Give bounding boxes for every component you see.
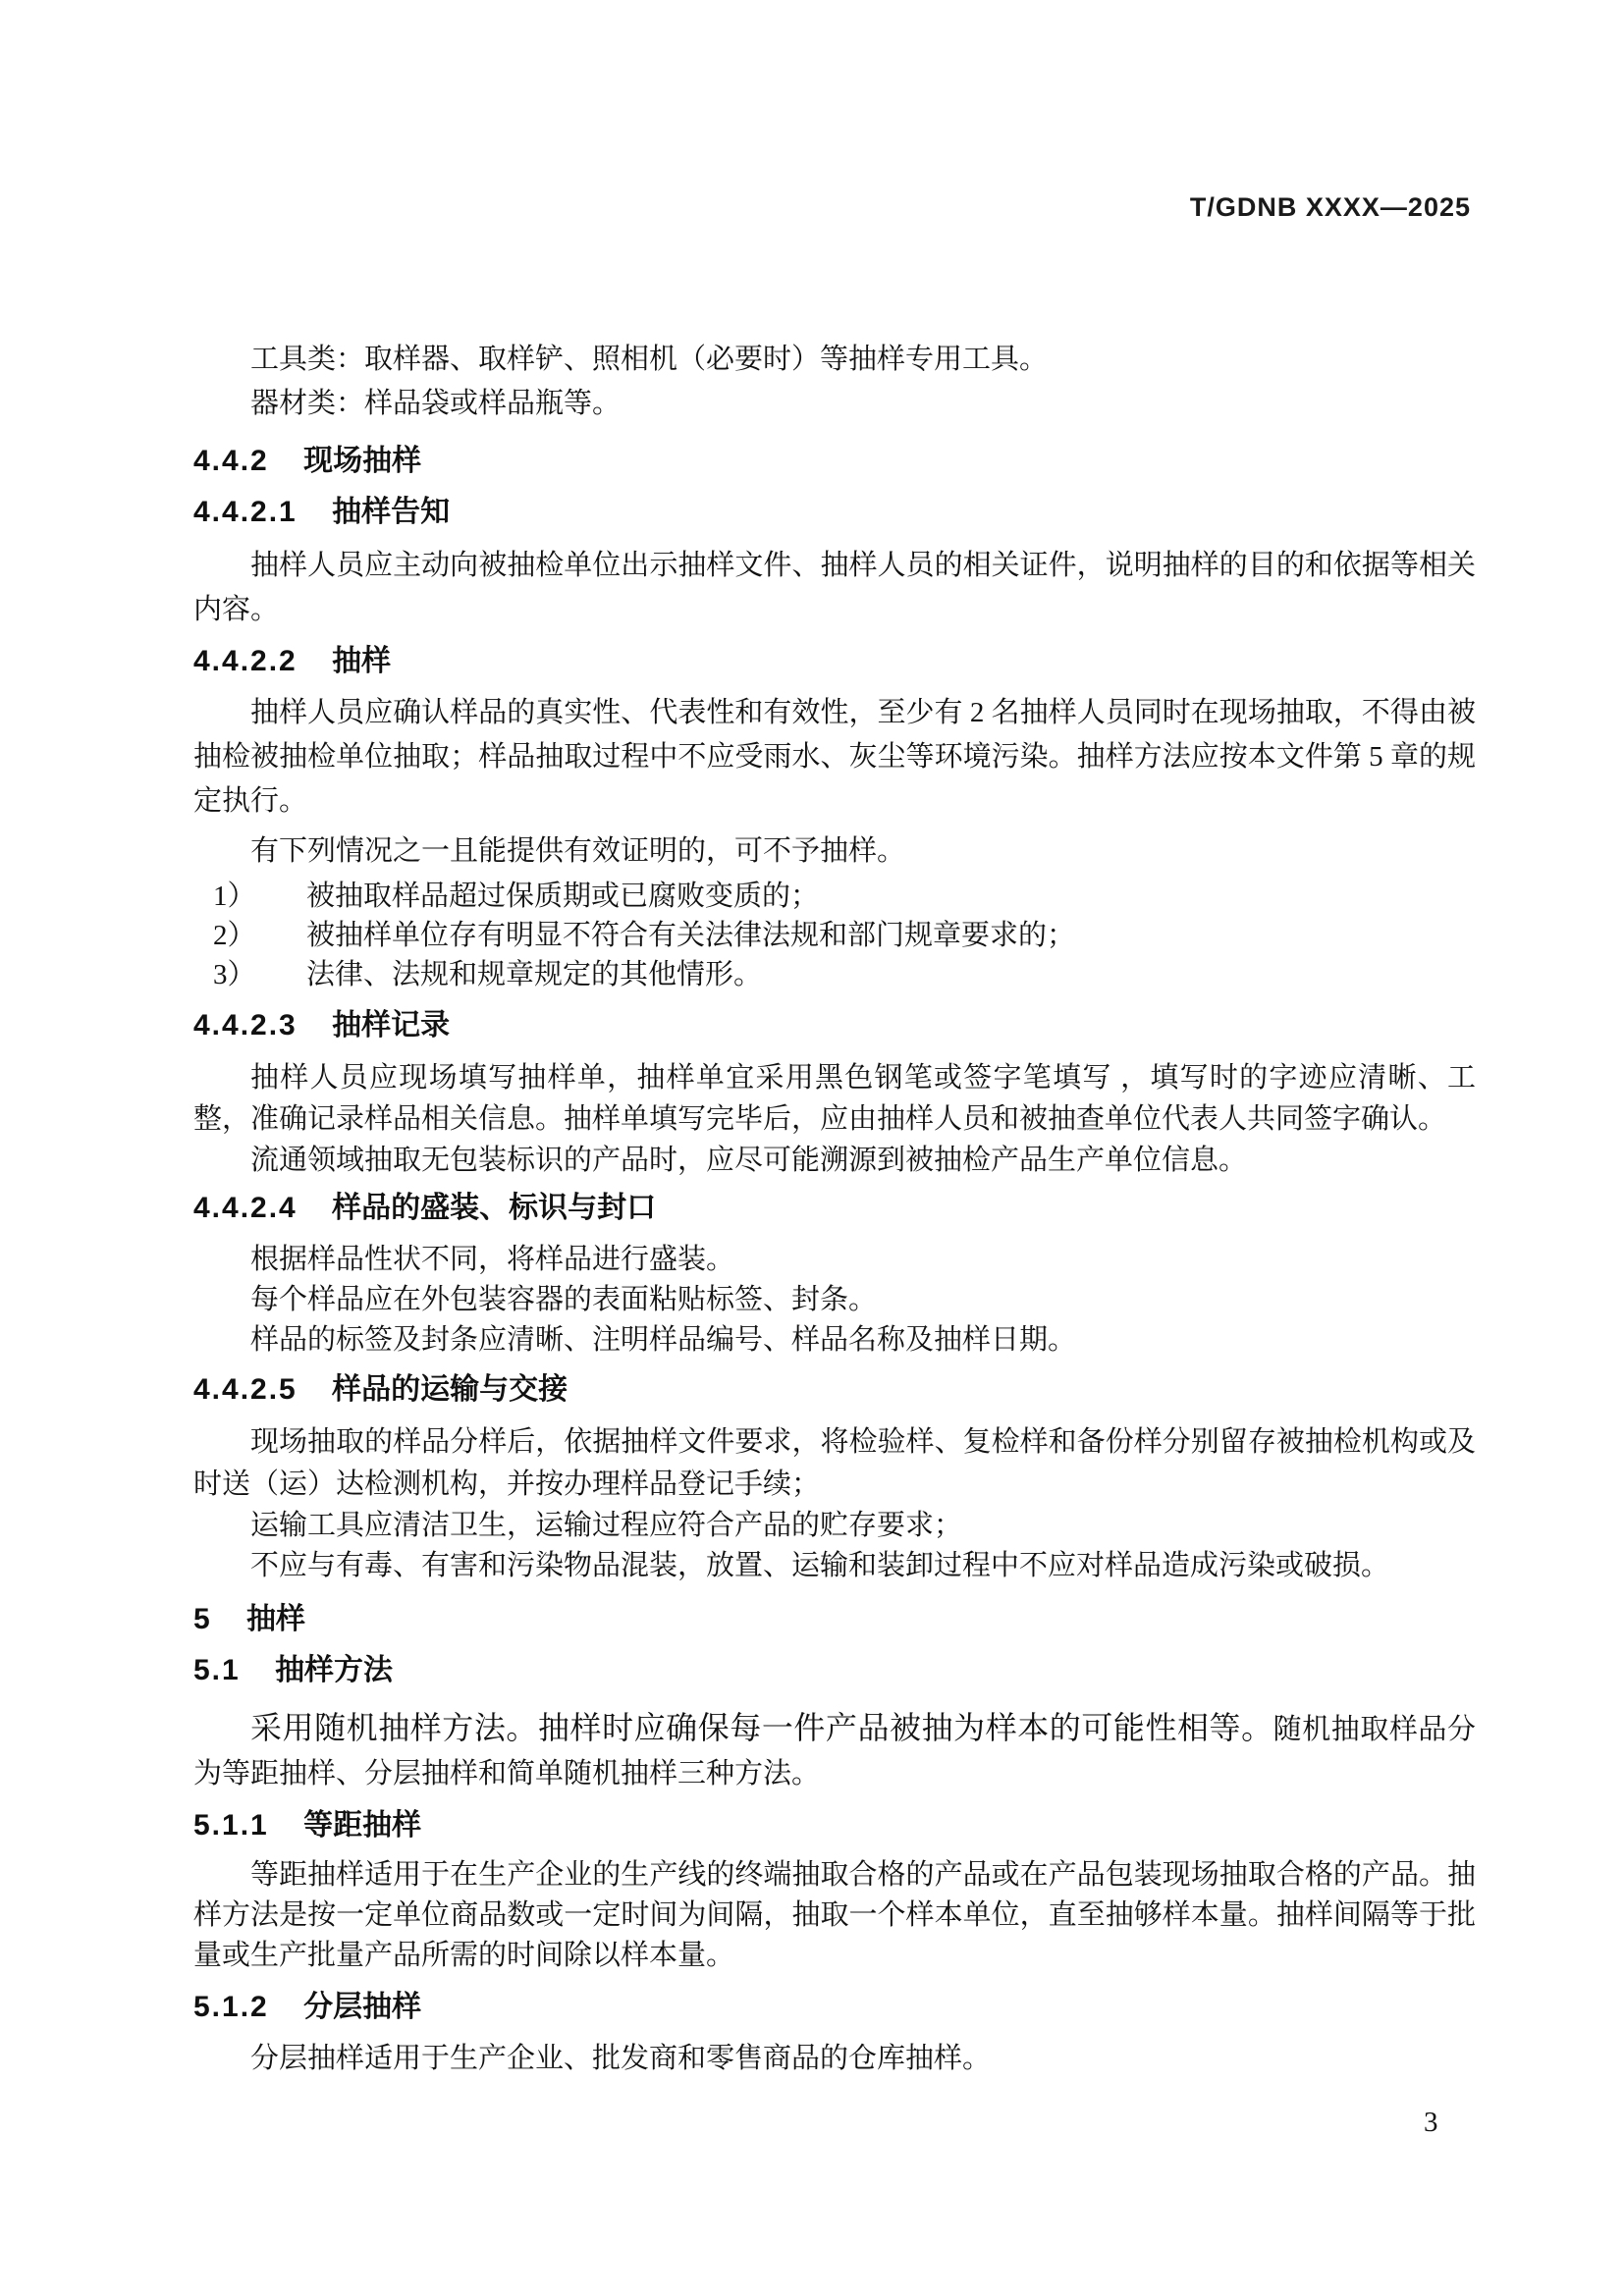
paragraph-labeling: 每个样品应在外包装容器的表面粘贴标签、封条。	[250, 1284, 878, 1315]
document-content	[193, 338, 1476, 2079]
heading-title: 抽样	[332, 645, 392, 677]
list-marker: 2）	[213, 920, 256, 951]
paragraph-stratified-sampling: 分层抽样适用于生产企业、批发商和零售商品的仓库抽样。	[250, 2043, 992, 2074]
heading-title: 抽样方法	[275, 1654, 394, 1686]
lead-sentence: 采用随机抽样方法。抽样时应确保每一件产品被抽为样本的可能性相等。	[250, 1710, 1273, 1745]
list-item	[193, 877, 1476, 916]
doc-code-header: T/GDNB XXXX—2025	[1189, 192, 1471, 222]
paragraph-label-content: 样品的标签及封条应清晰、注明样品编号、样品名称及抽样日期。	[250, 1324, 1077, 1356]
heading-number: 4.4.2.1	[193, 496, 298, 528]
heading-number: 4.4.2.4	[193, 1192, 298, 1224]
heading-title: 现场抽样	[303, 445, 422, 477]
heading-4-4-2-4	[193, 1191, 1476, 1226]
paragraph-record-filling: 抽样人员应现场填写抽样单，抽样单宜采用黑色钢笔或签字笔填写 ，填写时的字迹应清晰、工整，准确记录样品相关信息。抽样单填写完毕后，应由抽样人员和被抽查单位代表人共同签字确认。	[193, 1062, 1476, 1135]
list-text: 被抽取样品超过保质期或已腐败变质的；	[306, 881, 820, 912]
heading-number: 4.4.2	[193, 445, 269, 477]
list-text: 法律、法规和规章规定的其他情形。	[306, 959, 763, 990]
intro-line-materials: 器材类：样品袋或样品瓶等。	[250, 388, 622, 419]
heading-4-4-2	[193, 444, 1476, 479]
heading-4-4-2-1	[193, 495, 1476, 530]
paragraph-notification: 抽样人员应主动向被抽检单位出示抽样文件、抽样人员的相关证件，说明抽样的目的和依据等相关内容。	[193, 550, 1476, 625]
heading-4-4-2-5	[193, 1372, 1476, 1408]
heading-title: 样品的盛装、标识与封口	[332, 1192, 657, 1224]
paragraph-equidistant-sampling: 等距抽样适用于在生产企业的生产线的终端抽取合格的产品或在产品包装现场抽取合格的产品。抽样方法是按一定单位商品数或一定时间为间隔，抽取一个样本单位，直至抽够样本量。抽样间隔等于批量或生产批量产品所需的时间除以样本量。	[193, 1859, 1476, 1971]
heading-5-1-2	[193, 1990, 1476, 2025]
heading-5-1	[193, 1653, 1476, 1688]
paragraph-transport-hygiene: 运输工具应清洁卫生，运输过程应符合产品的贮存要求；	[250, 1510, 963, 1541]
list-marker: 1）	[213, 881, 256, 912]
heading-title: 抽样	[246, 1603, 306, 1635]
paragraph-record-traceability: 流通领域抽取无包装标识的产品时，应尽可能溯源到被抽检产品生产单位信息。	[250, 1145, 1248, 1176]
paragraph-sampling-method	[193, 1706, 1476, 1796]
paragraph-sampling-rules: 抽样人员应确认样品的真实性、代表性和有效性，至少有 2 名抽样人员同时在现场抽取，不得由被抽检被抽检单位抽取；样品抽取过程中不应受雨水、灰尘等环境污染。抽样方法应按本文件第 5 章的规定执行。	[193, 697, 1476, 817]
heading-number: 5	[193, 1603, 212, 1635]
heading-5	[193, 1602, 1476, 1637]
heading-title: 样品的运输与交接	[332, 1373, 568, 1406]
paragraph-exception-intro: 有下列情况之一且能提供有效证明的，可不予抽样。	[250, 835, 906, 867]
heading-number: 5.1.2	[193, 1991, 269, 2023]
heading-number: 5.1.1	[193, 1809, 269, 1842]
page-number: 3	[1424, 2107, 1438, 2138]
list-item	[193, 955, 1476, 994]
heading-number: 4.4.2.3	[193, 1009, 298, 1041]
heading-title: 等距抽样	[303, 1809, 422, 1842]
heading-number: 4.4.2.5	[193, 1373, 298, 1406]
paragraph-packing: 根据样品性状不同，将样品进行盛装。	[250, 1244, 735, 1275]
heading-title: 分层抽样	[303, 1991, 422, 2023]
paragraph-transport-handover: 现场抽取的样品分样后，依据抽样文件要求，将检验样、复检样和备份样分别留存被抽检机构或及时送（运）达检测机构，并按办理样品登记手续；	[193, 1426, 1476, 1500]
heading-5-1-1	[193, 1808, 1476, 1843]
intro-line-tools: 工具类：取样器、取样铲、照相机（必要时）等抽样专用工具。	[250, 344, 1049, 375]
rest-sentence: 随机抽取样品分为等距抽样、分层抽样和简单随机抽样三种方法。	[193, 1714, 1476, 1789]
heading-4-4-2-3	[193, 1008, 1476, 1043]
list-text: 被抽样单位存有明显不符合有关法律法规和部门规章要求的；	[306, 920, 1076, 951]
list-item	[193, 916, 1476, 955]
heading-title: 抽样告知	[332, 496, 451, 528]
heading-number: 4.4.2.2	[193, 645, 298, 677]
list-marker: 3）	[213, 959, 256, 990]
exception-list	[193, 877, 1476, 994]
heading-number: 5.1	[193, 1654, 241, 1686]
heading-4-4-2-2	[193, 644, 1476, 679]
paragraph-transport-contamination: 不应与有毒、有害和污染物品混装，放置、运输和装卸过程中不应对样品造成污染或破损。	[250, 1550, 1390, 1581]
heading-title: 抽样记录	[332, 1009, 451, 1041]
